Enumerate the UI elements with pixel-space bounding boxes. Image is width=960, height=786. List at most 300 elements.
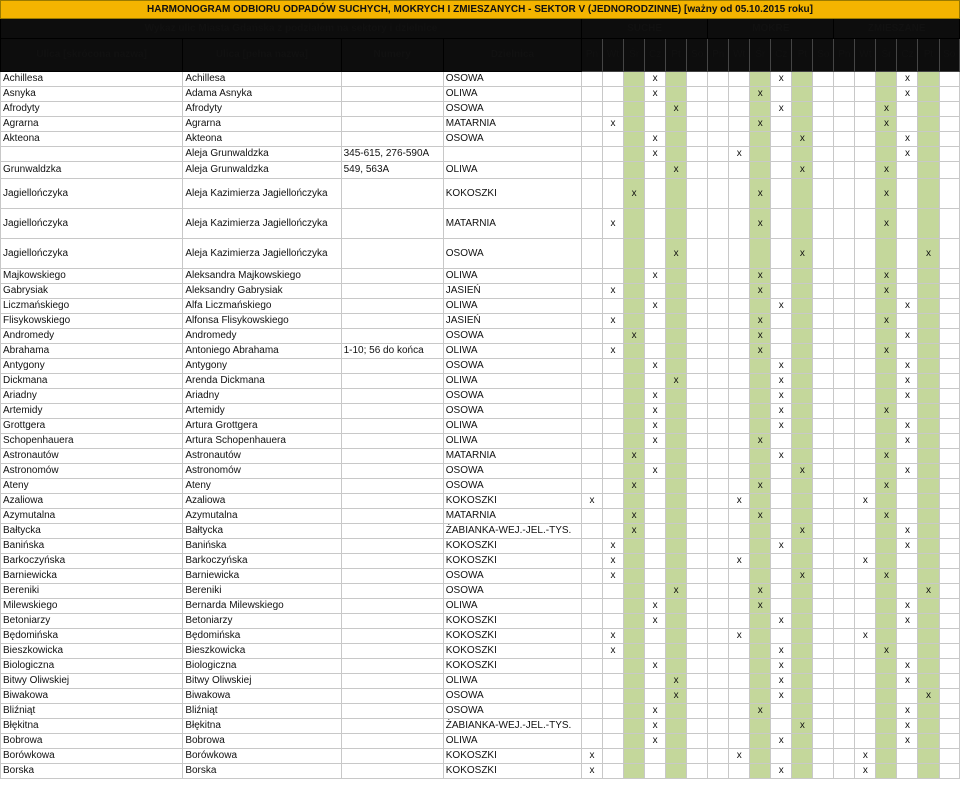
empty-day-cell xyxy=(897,644,918,659)
empty-day-cell xyxy=(750,614,771,629)
empty-day-cell xyxy=(750,239,771,269)
empty-day-cell xyxy=(876,764,897,779)
empty-day-cell xyxy=(645,117,666,132)
table-row xyxy=(1,629,960,644)
empty-day-cell xyxy=(645,749,666,764)
street-numbers xyxy=(341,269,443,284)
empty-day-cell xyxy=(876,584,897,599)
district-name: OLIWA xyxy=(443,434,581,449)
empty-day-cell xyxy=(666,419,687,434)
empty-day-cell xyxy=(666,344,687,359)
empty-day-cell xyxy=(792,209,813,239)
empty-day-cell xyxy=(855,299,876,314)
district-name: OSOWA xyxy=(443,359,581,374)
street-full-name: Astronautów xyxy=(183,449,341,464)
table-row xyxy=(1,87,960,102)
day-header-suche-4: Pt xyxy=(666,39,687,72)
district-name: MATARNIA xyxy=(443,209,581,239)
street-short-name: Borówkowa xyxy=(1,749,183,764)
street-full-name: Artura Grottgera xyxy=(183,419,341,434)
empty-day-cell xyxy=(771,494,792,509)
pickup-mark-zmieszane: x xyxy=(876,509,897,524)
empty-day-cell xyxy=(581,734,602,749)
empty-day-cell xyxy=(876,704,897,719)
street-short-name: Barniewicka xyxy=(1,569,183,584)
empty-day-cell xyxy=(876,524,897,539)
street-numbers: 345-615, 276-590A xyxy=(341,147,443,162)
empty-day-cell xyxy=(792,449,813,464)
table-row xyxy=(1,344,960,359)
pickup-mark-mokre: x xyxy=(771,404,792,419)
day-header-mokre-0: Pn xyxy=(708,39,729,72)
empty-day-cell xyxy=(708,419,729,434)
empty-day-cell xyxy=(603,464,624,479)
empty-day-cell xyxy=(939,404,959,419)
empty-day-cell xyxy=(918,764,939,779)
empty-day-cell xyxy=(834,359,855,374)
street-full-name: Błękitna xyxy=(183,719,341,734)
empty-day-cell xyxy=(876,299,897,314)
district-name: ŻABIANKA-WEJ.-JEL.-TYS. xyxy=(443,719,581,734)
empty-day-cell xyxy=(855,434,876,449)
empty-day-cell xyxy=(834,162,855,179)
pickup-mark-suche: x xyxy=(645,614,666,629)
empty-day-cell xyxy=(581,599,602,614)
empty-day-cell xyxy=(666,117,687,132)
empty-day-cell xyxy=(834,704,855,719)
empty-day-cell xyxy=(939,734,959,749)
empty-day-cell xyxy=(918,749,939,764)
empty-day-cell xyxy=(897,404,918,419)
empty-day-cell xyxy=(708,464,729,479)
pickup-mark-suche: x xyxy=(645,389,666,404)
empty-day-cell xyxy=(855,599,876,614)
street-short-name: Jagiellończyka xyxy=(1,239,183,269)
street-short-name: Azaliowa xyxy=(1,494,183,509)
pickup-mark-suche: x xyxy=(645,419,666,434)
empty-day-cell xyxy=(687,749,708,764)
empty-day-cell xyxy=(687,404,708,419)
empty-day-cell xyxy=(666,539,687,554)
empty-day-cell xyxy=(687,299,708,314)
street-short-name: Barkoczyńska xyxy=(1,554,183,569)
empty-day-cell xyxy=(687,359,708,374)
pickup-mark-mokre: x xyxy=(771,674,792,689)
empty-day-cell xyxy=(687,284,708,299)
empty-day-cell xyxy=(876,434,897,449)
street-short-name: Azymutalna xyxy=(1,509,183,524)
empty-day-cell xyxy=(939,674,959,689)
empty-day-cell xyxy=(666,434,687,449)
empty-day-cell xyxy=(939,389,959,404)
empty-day-cell xyxy=(729,389,750,404)
empty-day-cell xyxy=(813,584,834,599)
pickup-mark-mokre: x xyxy=(771,764,792,779)
street-full-name: Alfonsa Flisykowskiego xyxy=(183,314,341,329)
empty-day-cell xyxy=(834,87,855,102)
empty-day-cell xyxy=(834,674,855,689)
street-numbers xyxy=(341,374,443,389)
empty-day-cell xyxy=(813,719,834,734)
table-row xyxy=(1,117,960,132)
empty-day-cell xyxy=(645,689,666,704)
empty-day-cell xyxy=(729,314,750,329)
empty-day-cell xyxy=(792,102,813,117)
day-header-zmieszane-4: Pt xyxy=(918,39,939,72)
street-full-name: Bereniki xyxy=(183,584,341,599)
empty-day-cell xyxy=(666,629,687,644)
empty-day-cell xyxy=(771,314,792,329)
empty-day-cell xyxy=(897,344,918,359)
street-short-name: Grunwaldzka xyxy=(1,162,183,179)
street-full-name: Aleksandra Majkowskiego xyxy=(183,269,341,284)
empty-day-cell xyxy=(750,147,771,162)
pickup-mark-mokre: x xyxy=(750,344,771,359)
pickup-mark-mokre: x xyxy=(750,179,771,209)
empty-day-cell xyxy=(750,449,771,464)
pickup-mark-suche: x xyxy=(645,434,666,449)
empty-day-cell xyxy=(624,494,645,509)
pickup-mark-mokre: x xyxy=(792,464,813,479)
street-numbers xyxy=(341,674,443,689)
empty-day-cell xyxy=(834,644,855,659)
column-header-full-name: Ulica [pełna nazwa] xyxy=(183,39,341,72)
empty-day-cell xyxy=(813,72,834,87)
pickup-mark-mokre: x xyxy=(750,209,771,239)
empty-day-cell xyxy=(813,539,834,554)
empty-day-cell xyxy=(687,314,708,329)
pickup-mark-zmieszane: x xyxy=(876,314,897,329)
street-short-name: Andromedy xyxy=(1,329,183,344)
street-numbers xyxy=(341,419,443,434)
empty-day-cell xyxy=(939,509,959,524)
empty-day-cell xyxy=(645,479,666,494)
empty-day-cell xyxy=(645,449,666,464)
empty-day-cell xyxy=(876,72,897,87)
empty-day-cell xyxy=(687,239,708,269)
empty-day-cell xyxy=(645,209,666,239)
empty-day-cell xyxy=(729,539,750,554)
empty-day-cell xyxy=(771,239,792,269)
district-name: MATARNIA xyxy=(443,449,581,464)
empty-day-cell xyxy=(729,674,750,689)
district-name: KOKOSZKI xyxy=(443,629,581,644)
pickup-mark-suche: x xyxy=(603,539,624,554)
empty-day-cell xyxy=(855,359,876,374)
day-header-mokre-1: Wt xyxy=(729,39,750,72)
district-name: OSOWA xyxy=(443,102,581,117)
empty-day-cell xyxy=(834,147,855,162)
empty-day-cell xyxy=(771,269,792,284)
empty-day-cell xyxy=(813,209,834,239)
empty-day-cell xyxy=(939,299,959,314)
street-short-name: Majkowskiego xyxy=(1,269,183,284)
empty-day-cell xyxy=(729,239,750,269)
empty-day-cell xyxy=(708,764,729,779)
pickup-mark-zmieszane: x xyxy=(897,434,918,449)
empty-day-cell xyxy=(897,239,918,269)
street-full-name: Bliźniąt xyxy=(183,704,341,719)
empty-day-cell xyxy=(939,629,959,644)
empty-day-cell xyxy=(834,299,855,314)
empty-day-cell xyxy=(834,209,855,239)
empty-day-cell xyxy=(834,389,855,404)
district-name xyxy=(443,147,581,162)
empty-day-cell xyxy=(624,117,645,132)
pickup-mark-suche: x xyxy=(666,689,687,704)
pickup-mark-mokre: x xyxy=(771,659,792,674)
empty-day-cell xyxy=(813,132,834,147)
empty-day-cell xyxy=(876,749,897,764)
table-row xyxy=(1,674,960,689)
empty-day-cell xyxy=(876,359,897,374)
empty-day-cell xyxy=(918,479,939,494)
empty-day-cell xyxy=(603,599,624,614)
empty-day-cell xyxy=(687,659,708,674)
empty-day-cell xyxy=(834,614,855,629)
empty-day-cell xyxy=(771,569,792,584)
empty-day-cell xyxy=(666,659,687,674)
empty-day-cell xyxy=(729,689,750,704)
empty-day-cell xyxy=(834,764,855,779)
street-short-name: Biologiczna xyxy=(1,659,183,674)
empty-day-cell xyxy=(876,629,897,644)
street-short-name: Asnyka xyxy=(1,87,183,102)
pickup-mark-suche: x xyxy=(624,449,645,464)
table-row xyxy=(1,509,960,524)
empty-day-cell xyxy=(708,179,729,209)
pickup-mark-suche: x xyxy=(624,509,645,524)
empty-day-cell xyxy=(666,449,687,464)
empty-day-cell xyxy=(918,554,939,569)
empty-day-cell xyxy=(687,689,708,704)
empty-day-cell xyxy=(834,554,855,569)
empty-day-cell xyxy=(624,629,645,644)
empty-day-cell xyxy=(603,147,624,162)
street-full-name: Azymutalna xyxy=(183,509,341,524)
empty-day-cell xyxy=(581,659,602,674)
empty-day-cell xyxy=(666,87,687,102)
empty-day-cell xyxy=(708,359,729,374)
street-numbers xyxy=(341,132,443,147)
district-name: OLIWA xyxy=(443,599,581,614)
day-header-mokre-3: Cz xyxy=(771,39,792,72)
empty-day-cell xyxy=(687,614,708,629)
empty-day-cell xyxy=(581,87,602,102)
pickup-mark-suche: x xyxy=(666,162,687,179)
empty-day-cell xyxy=(813,599,834,614)
empty-day-cell xyxy=(729,614,750,629)
empty-day-cell xyxy=(771,509,792,524)
empty-day-cell xyxy=(792,434,813,449)
pickup-mark-zmieszane: x xyxy=(876,179,897,209)
table-row xyxy=(1,359,960,374)
empty-day-cell xyxy=(624,269,645,284)
empty-day-cell xyxy=(834,584,855,599)
empty-day-cell xyxy=(855,329,876,344)
district-name: OLIWA xyxy=(443,419,581,434)
empty-day-cell xyxy=(666,749,687,764)
empty-day-cell xyxy=(603,404,624,419)
empty-day-cell xyxy=(855,87,876,102)
district-name: OLIWA xyxy=(443,734,581,749)
empty-day-cell xyxy=(708,674,729,689)
empty-day-cell xyxy=(581,314,602,329)
table-row xyxy=(1,644,960,659)
empty-day-cell xyxy=(581,162,602,179)
table-row xyxy=(1,659,960,674)
column-header-short-name: Ulica [skrócona nazwa] xyxy=(1,39,183,72)
empty-day-cell xyxy=(603,102,624,117)
empty-day-cell xyxy=(855,102,876,117)
district-name: OSOWA xyxy=(443,329,581,344)
pickup-mark-mokre: x xyxy=(771,359,792,374)
empty-day-cell xyxy=(581,689,602,704)
empty-day-cell xyxy=(603,479,624,494)
street-short-name: Schopenhauera xyxy=(1,434,183,449)
street-numbers xyxy=(341,719,443,734)
empty-day-cell xyxy=(750,299,771,314)
empty-day-cell xyxy=(624,389,645,404)
empty-day-cell xyxy=(876,389,897,404)
empty-day-cell xyxy=(581,509,602,524)
table-row xyxy=(1,704,960,719)
empty-day-cell xyxy=(771,599,792,614)
pickup-mark-mokre: x xyxy=(771,374,792,389)
empty-day-cell xyxy=(792,72,813,87)
table-row xyxy=(1,147,960,162)
table-row xyxy=(1,179,960,209)
empty-day-cell xyxy=(603,359,624,374)
pickup-mark-suche: x xyxy=(624,524,645,539)
empty-day-cell xyxy=(603,449,624,464)
street-full-name: Adama Asnyka xyxy=(183,87,341,102)
pickup-mark-zmieszane: x xyxy=(918,689,939,704)
empty-day-cell xyxy=(771,329,792,344)
empty-day-cell xyxy=(897,494,918,509)
empty-day-cell xyxy=(792,614,813,629)
pickup-mark-zmieszane: x xyxy=(897,524,918,539)
pickup-mark-suche: x xyxy=(666,674,687,689)
empty-day-cell xyxy=(855,524,876,539)
empty-day-cell xyxy=(708,72,729,87)
table-row xyxy=(1,72,960,87)
empty-day-cell xyxy=(855,734,876,749)
pickup-mark-zmieszane: x xyxy=(897,719,918,734)
empty-day-cell xyxy=(750,374,771,389)
empty-day-cell xyxy=(897,584,918,599)
empty-day-cell xyxy=(666,644,687,659)
empty-day-cell xyxy=(834,464,855,479)
day-header-suche-3: Cz xyxy=(645,39,666,72)
empty-day-cell xyxy=(939,147,959,162)
empty-day-cell xyxy=(876,419,897,434)
empty-day-cell xyxy=(918,449,939,464)
empty-day-cell xyxy=(603,87,624,102)
empty-day-cell xyxy=(918,674,939,689)
empty-day-cell xyxy=(624,314,645,329)
empty-day-cell xyxy=(939,434,959,449)
table-row xyxy=(1,329,960,344)
empty-day-cell xyxy=(603,509,624,524)
empty-day-cell xyxy=(603,269,624,284)
empty-day-cell xyxy=(729,479,750,494)
street-full-name: Bitwy Oliwskiej xyxy=(183,674,341,689)
pickup-mark-mokre: x xyxy=(792,524,813,539)
empty-day-cell xyxy=(918,389,939,404)
empty-day-cell xyxy=(939,464,959,479)
table-row xyxy=(1,284,960,299)
street-numbers: 549, 563A xyxy=(341,162,443,179)
empty-day-cell xyxy=(813,464,834,479)
pickup-mark-mokre: x xyxy=(750,509,771,524)
street-full-name: Banińska xyxy=(183,539,341,554)
day-header-suche-5: So xyxy=(687,39,708,72)
empty-day-cell xyxy=(876,494,897,509)
empty-day-cell xyxy=(708,269,729,284)
empty-day-cell xyxy=(603,389,624,404)
street-full-name: Akteona xyxy=(183,132,341,147)
empty-day-cell xyxy=(624,87,645,102)
empty-day-cell xyxy=(645,102,666,117)
street-short-name: Będomińska xyxy=(1,629,183,644)
empty-day-cell xyxy=(687,584,708,599)
district-name: OSOWA xyxy=(443,479,581,494)
empty-day-cell xyxy=(750,539,771,554)
empty-day-cell xyxy=(918,704,939,719)
pickup-mark-mokre: x xyxy=(750,87,771,102)
empty-day-cell xyxy=(855,147,876,162)
table-row xyxy=(1,404,960,419)
empty-day-cell xyxy=(876,599,897,614)
empty-day-cell xyxy=(624,599,645,614)
empty-day-cell xyxy=(624,434,645,449)
street-short-name: Astronomów xyxy=(1,464,183,479)
empty-day-cell xyxy=(624,704,645,719)
empty-day-cell xyxy=(939,344,959,359)
empty-day-cell xyxy=(729,374,750,389)
empty-day-cell xyxy=(918,102,939,117)
empty-day-cell xyxy=(813,494,834,509)
pickup-mark-suche: x xyxy=(603,569,624,584)
district-name: OLIWA xyxy=(443,674,581,689)
street-full-name: Achillesa xyxy=(183,72,341,87)
empty-day-cell xyxy=(939,239,959,269)
district-name: OSOWA xyxy=(443,389,581,404)
empty-day-cell xyxy=(603,329,624,344)
empty-day-cell xyxy=(603,614,624,629)
empty-day-cell xyxy=(729,329,750,344)
empty-day-cell xyxy=(624,764,645,779)
street-numbers xyxy=(341,117,443,132)
empty-day-cell xyxy=(687,102,708,117)
street-full-name: Borówkowa xyxy=(183,749,341,764)
empty-day-cell xyxy=(581,614,602,629)
pickup-mark-suche: x xyxy=(645,87,666,102)
empty-day-cell xyxy=(687,179,708,209)
empty-day-cell xyxy=(813,674,834,689)
empty-day-cell xyxy=(687,524,708,539)
pickup-mark-mokre: x xyxy=(729,147,750,162)
empty-day-cell xyxy=(918,524,939,539)
pickup-mark-zmieszane: x xyxy=(897,734,918,749)
pickup-mark-mokre: x xyxy=(771,102,792,117)
empty-day-cell xyxy=(855,419,876,434)
day-header-zmieszane-0: Pn xyxy=(834,39,855,72)
empty-day-cell xyxy=(834,734,855,749)
empty-day-cell xyxy=(792,344,813,359)
empty-day-cell xyxy=(750,629,771,644)
